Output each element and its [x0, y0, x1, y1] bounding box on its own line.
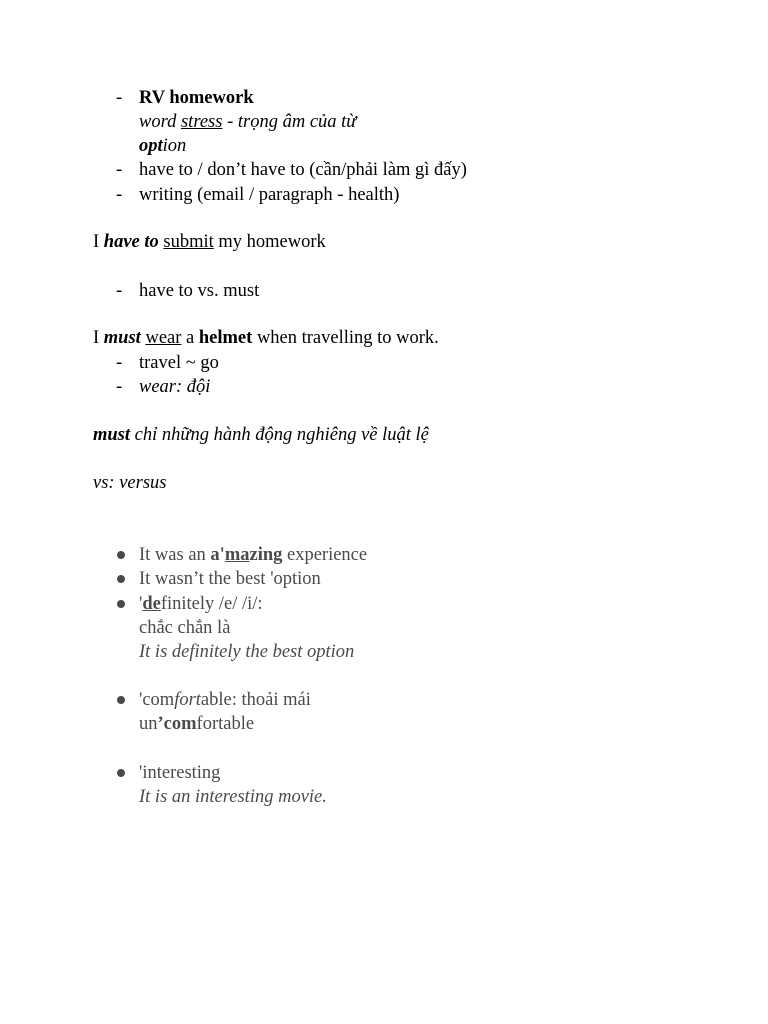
- bullet-dot: [117, 769, 125, 777]
- bullet-item-amazing: [139, 543, 367, 567]
- sentence1-have-to: have to: [103, 232, 159, 252]
- sentence1-submit: submit: [163, 232, 214, 252]
- list-dash: -: [116, 160, 123, 180]
- interesting-example: It is an interesting movie.: [139, 787, 327, 807]
- bullet-dot: [117, 696, 125, 704]
- stress-definition: - trọng âm của từ: [227, 112, 357, 132]
- wear-definition: wear: đội: [139, 377, 211, 397]
- definitely-example: It is definitely the best option: [139, 642, 355, 662]
- list-item-rv-homework: [139, 86, 254, 110]
- option-stressed: opt: [139, 136, 163, 156]
- bullet-item-comfortable: 'comfortable: thoải mái: [139, 690, 311, 710]
- sentence2-helmet: helmet: [198, 328, 253, 348]
- list-item-compare: have to vs. must: [139, 281, 260, 301]
- list-dash: -: [116, 88, 123, 108]
- must-note: [93, 423, 429, 447]
- vs-note: [93, 471, 166, 495]
- rv-homework-title: RV homework: [139, 88, 254, 108]
- must-word: must: [93, 425, 131, 445]
- sentence-must: [93, 326, 439, 350]
- amazing-prefix: It was an: [139, 545, 206, 565]
- list-item-travel: travel ~ go: [139, 353, 219, 373]
- sentence-have-to: [93, 230, 326, 254]
- bullet-item-option: It wasn’t the best 'option: [139, 569, 321, 589]
- list-item-writing: writing (email / paragraph - health): [139, 185, 400, 205]
- stress-text: stress: [180, 112, 223, 132]
- sentence1-rest: my homework: [218, 232, 326, 252]
- word-text: word: [139, 112, 177, 132]
- definitely-meaning: chắc chắn là: [139, 618, 231, 638]
- bullet-item-definitely: 'definitely /e/ /i/:: [139, 594, 263, 614]
- sentence2-article: a: [186, 328, 195, 348]
- list-dash: -: [116, 185, 123, 205]
- must-explanation: chỉ những hành động nghiêng về luật lệ: [134, 425, 429, 445]
- option-rest: ion: [162, 136, 187, 156]
- sentence1-subject: I: [93, 232, 100, 252]
- bullet-item-interesting: 'interesting: [139, 763, 221, 783]
- sentence2-wear: wear: [145, 328, 182, 348]
- list-dash: -: [116, 353, 123, 373]
- vs-text: vs: versus: [93, 473, 167, 493]
- option-line: [139, 134, 186, 158]
- sentence2-must: must: [103, 328, 141, 348]
- sentence2-subject: I: [93, 328, 100, 348]
- bullet-dot: [117, 551, 125, 559]
- list-item-wear: [139, 375, 210, 399]
- bullet-dot: [117, 575, 125, 583]
- amazing-suffix: experience: [287, 545, 368, 565]
- amazing-word: a'mazing: [210, 545, 283, 565]
- list-dash: -: [116, 281, 123, 301]
- list-dash: -: [116, 377, 123, 397]
- definitely-stressed: de: [142, 594, 161, 614]
- uncomfortable-line: un’comfortable: [139, 714, 255, 734]
- word-stress-line: [139, 110, 356, 134]
- sentence2-rest: when travelling to work.: [256, 328, 439, 348]
- bullet-dot: [117, 600, 125, 608]
- list-item-have-to: have to / don’t have to (cần/phải làm gì đấy): [139, 160, 467, 180]
